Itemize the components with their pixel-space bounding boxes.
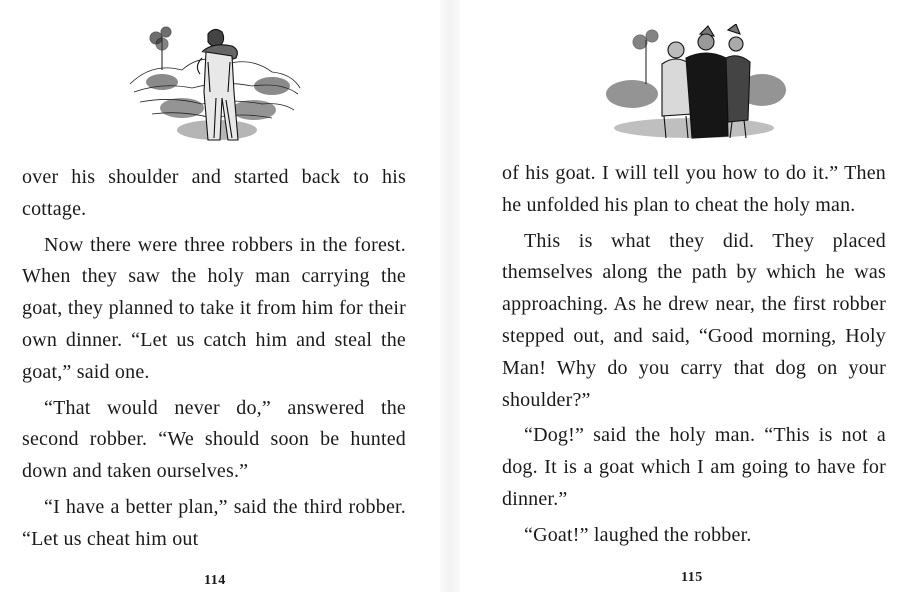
paragraph: This is what they did. They placed themselves along the path by which he was approaching. As he drew near, the first robber stepped out, and said, “Good morning, Holy Man! Why do you carry that dog on your shoulder?” [502, 229, 886, 411]
left-page-text [22, 162, 406, 556]
paragraph: of his goat. I will tell you how to do it.” Then he unfolded his plan to cheat the holy man. [502, 162, 886, 216]
paragraph: Now there were three robbers in the forest. When they saw the holy man carrying the goat, they planned to take it from him for their own dinner. “Let us catch him and steal the goat,” said one. [22, 233, 406, 383]
man-carrying-goat-illustration [122, 22, 304, 144]
gutter [440, 0, 460, 592]
paragraph: “Dog!” said the holy man. “This is not a dog. It is a goat which I am going to have for dinner.” [502, 424, 886, 510]
page-number: 114 [204, 573, 226, 588]
paragraph: “That would never do,” answered the second robber. “We should soon be hunted down and taken ourselves.” [22, 396, 406, 483]
right-page-text [502, 158, 886, 552]
page-number: 115 [681, 570, 703, 585]
paragraph: over his shoulder and started back to his cottage. [22, 166, 406, 220]
three-robbers-illustration [602, 24, 786, 144]
paragraph: “Goat!” laughed the robber. [524, 523, 752, 546]
right-page [460, 0, 897, 592]
paragraph: “I have a better plan,” said the third robber. “Let us cheat him out [22, 495, 406, 550]
left-page [0, 0, 440, 592]
